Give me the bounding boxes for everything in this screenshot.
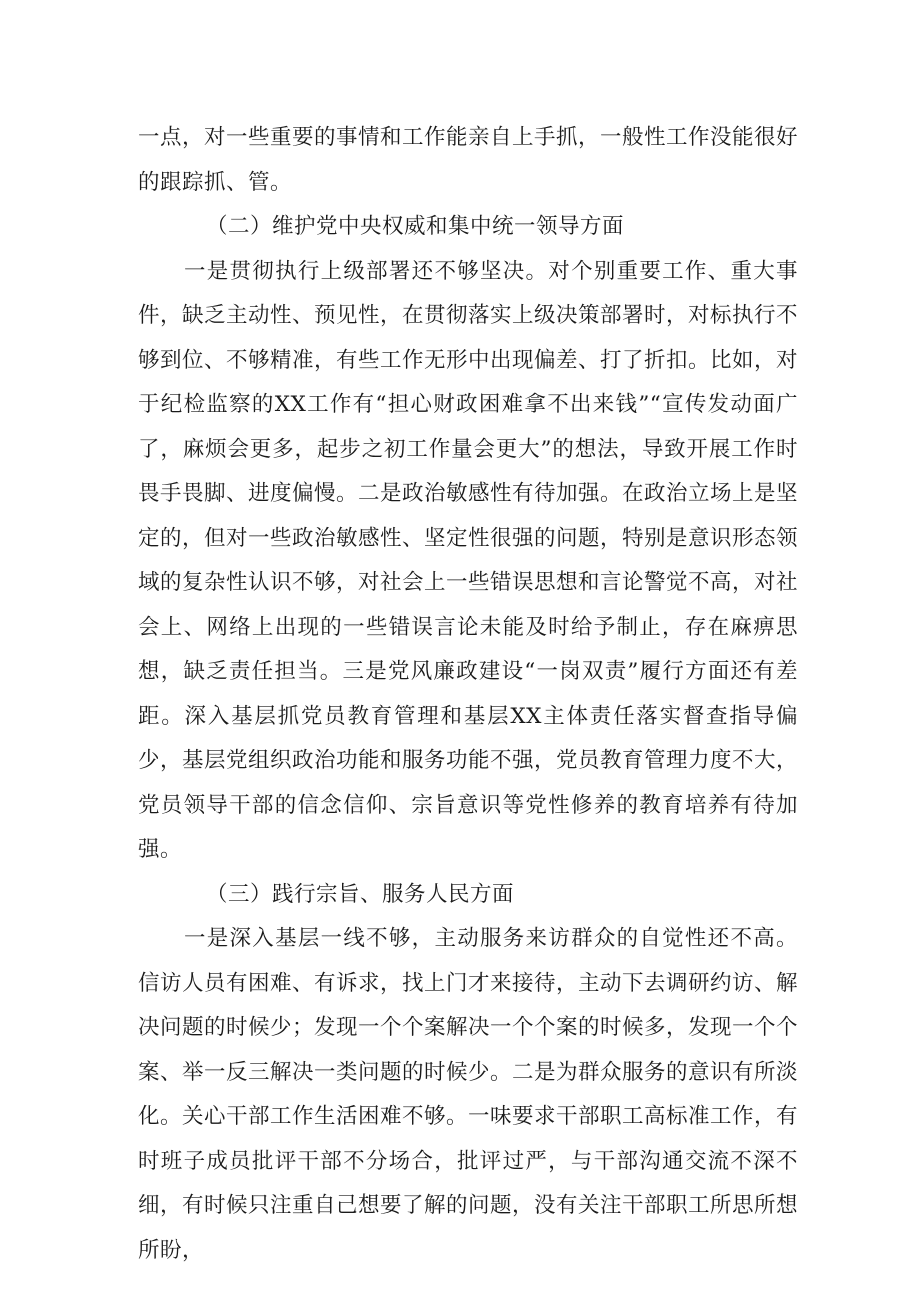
- section-heading-2: （二）维护党中央权威和集中统一领导方面: [206, 214, 625, 239]
- paragraph-section-2-body: 一是贯彻执行上级部署还不够坚决。对个别重要工作、重大事件，缺乏主动性、预见性，在贯彻落实上级决策部署时，对标执行不够到位、不够精准，有些工作无形中出现偏差、打了折扣。比如，对于纪检监察的XX工作有“担心财政困难拿不出来钱”“宣传发动面广了，麻烦会更多，起步之初工作量会更大”的想法，导致开展工作时畏手畏脚、进度偏慢。二是政治敏感性有待加强。在政治立场上是坚定的，但对一些政治敏感性、坚定性很强的问题，特别是意识形态领域的复杂性认识不够，对社会上一些错误思想和言论警觉不高，对社会上、网络上出现的一些错误言论未能及时给予制止，存在麻痹思想，缺乏责任担当。三是党风廉政建设“一岗双责”履行方面还有差距。深入基层抓党员教育管理和基层XX主体责任落实督查指导偏少，基层党组织政治功能和服务功能不强，党员教育管理力度不大，党员领导干部的信念信仰、宗旨意识等党性修养的教育培养有待加强。: [138, 258, 799, 862]
- document-body: [138, 116, 798, 1273]
- section-heading-3: （三）践行宗旨、服务人民方面: [206, 881, 515, 907]
- paragraph-continuation: 一点，对一些重要的事情和工作能亲自上手抓，一般性工作没能很好的跟踪抓、管。: [138, 125, 799, 195]
- paragraph-section-3-body: 一是深入基层一线不够，主动服务来访群众的自觉性还不高。信访人员有困难、有诉求，找上门才来接待，主动下去调研约访、解决问题的时候少；发现一个个案解决一个个案的时候多，发现一个个案、举一反三解决一类问题的时候少。二是为群众服务的意识有所淡化。关心干部工作生活困难不够。一味要求干部职工高标准工作，有时班子成员批评干部不分场合，批评过严，与干部沟通交流不深不细，有时候只注重自己想要了解的问题，没有关注干部职工所思所想所盼，: [138, 926, 799, 1263]
